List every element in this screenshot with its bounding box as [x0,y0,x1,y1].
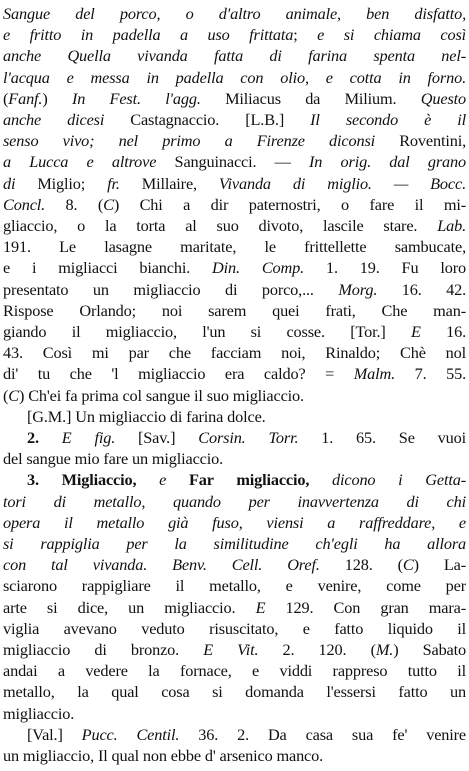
text-line [3,257,466,278]
text-run: ; [293,25,318,45]
italic-text: E [255,597,266,617]
text-run: gliaccio, o la torta al suo divoto, lascile stare. [3,216,438,235]
text-line [3,491,466,512]
text-line [3,406,466,427]
italic-text: Vivanda di miglio. — Bocc. [218,173,466,193]
text-line [3,448,466,469]
text-line [3,363,466,384]
italic-text: Concl. [3,194,46,214]
text-run: sciarono rappigliare il metallo, e venire, come per [3,576,466,596]
text-line [3,469,466,490]
text-run: 191. Le lasagne maritate, le frittellette sambucate, [3,237,466,257]
italic-text: Sangue del porco, o d'altro animale, ben disfatto, [3,4,466,23]
text-line [3,3,466,24]
text-run: ( [3,385,9,405]
text-run: ) Ch'ei fa prima col sangue il suo migliaccio. [19,385,304,405]
text-run: andai a vedere la fornace, e viddi rappreso tutto il [3,661,466,681]
italic-text: M. [375,640,394,659]
text-run: 43. Così mi par che facciam noi, Rinaldo; Chè nol [3,343,466,363]
text-line [3,554,466,575]
italic-text: Pucc. Centil. [81,724,180,744]
italic-text: opera il metallo già fuso, viensi a raffreddare, e [3,512,466,532]
text-run: metallo, la qual cosa si domanda l'essersi fatto un [3,682,466,702]
text-line [3,173,466,194]
text-run: viglia avevano veduto risuscitato, e fatto liquido il [3,618,466,638]
text-run: 129. Con gran mara- [265,597,466,617]
text-line [3,660,466,681]
text-run: 16. 42. [377,279,466,299]
italic-text: di [3,173,16,193]
text-line [3,745,466,766]
text-line [3,109,466,130]
text-run: Sanguinacci. — [156,152,310,172]
text-run: 2. 120. ( [258,640,376,659]
text-line [3,236,466,257]
italic-text: e fritto in padella a uso frittata [3,25,294,45]
italic-text: In orig. dal grano [309,152,466,172]
text-line [3,300,466,321]
italic-text: E fig. [61,428,116,447]
text-line [3,342,466,363]
italic-text: dicono i Getta- [332,470,466,490]
text-line [3,24,466,45]
text-run: del sangue mio fare un migliaccio. [3,449,224,469]
text-run: 7. 55. [395,364,466,384]
text-line [3,279,466,300]
text-run: Miglio; [15,173,108,193]
text-run: 1. 65. Se vuoi [298,428,466,447]
italic-text: con tal vivanda. Benv. Cell. Oref. [3,555,320,575]
text-line [3,194,466,215]
italic-text: Malm. [353,364,396,384]
text-line [3,45,466,66]
text-line [3,512,466,533]
text-run: ) [42,88,72,108]
text-run: arte si dice, un migliaccio. [3,597,256,617]
text-run: presentato un migliaccio di porco,... [3,279,339,299]
text-line [3,575,466,596]
dictionary-page [3,1,466,769]
italic-text: E Vit. [203,640,259,659]
text-run: 1. 19. Fu loro [304,258,466,278]
italic-text: fr. [107,173,120,193]
text-run: 36. 2. Da casa sua fe' venire [179,724,466,744]
italic-text: C [8,385,19,405]
italic-text: e si chiama così [317,25,466,45]
italic-text: C [103,194,114,214]
text-line [3,151,466,172]
text-line [3,597,466,618]
text-run: giando il migliaccio, l'un si cosse. [Tor.] [3,322,411,341]
text-run: Castagnaccio. [L.B.] [104,110,311,129]
text-line [3,88,466,109]
italic-text: senso vivo; nel primo a Firenze diconsi [3,131,376,151]
text-line [3,427,466,448]
bold-text: 3. Migliaccio, [27,470,160,490]
text-line [3,130,466,151]
text-run: Roventini, [375,131,466,151]
italic-text: In Fest. l'agg. [71,88,201,108]
italic-text: e [159,470,167,490]
text-run: migliaccio di bronzo. [3,640,204,659]
text-line [3,385,466,406]
italic-text: Corsin. Torr. [198,428,299,447]
text-line [3,533,466,554]
text-run: 128. ( [319,555,403,575]
italic-text: l'acqua e messa in padella con olio, e cotta in forno. [3,67,466,87]
italic-text: Morg. [338,279,378,299]
text-line [3,67,466,88]
text-run: di' tu che 'l migliaccio era caldo? = [3,364,354,384]
italic-text: Din. Comp. [212,258,305,278]
text-line [3,639,466,660]
text-line [3,215,466,236]
italic-text: Questo [420,88,466,108]
text-run: [Sav.] [115,428,199,447]
text-run: [Val.] [27,724,82,744]
italic-text: Fanf. [8,88,43,108]
text-run: e i migliacci bianchi. [3,258,213,278]
text-run: Millaire, [119,173,219,193]
italic-text: si rappiglia per la similitudine ch'egli ha allora [3,534,466,553]
italic-text: Il secondo è il [310,110,466,129]
text-run: un migliaccio, Il qual non ebbe d' arsenico manco. [3,746,324,765]
text-line [3,724,466,745]
text-run: ) La- [413,555,466,575]
text-run: 16. [420,322,466,341]
text-run: ) Chi a dir paternostri, o fare il mi- [113,194,466,214]
text-run: 8. ( [45,194,104,214]
text-run: migliaccio. [3,703,75,723]
text-run: Rispose Orlando; noi sarem quei frati, Che man- [3,300,466,320]
text-line [3,703,466,724]
text-run: [G.M.] Un migliaccio di farina dolce. [27,406,266,426]
bold-text: Far migliaccio, [166,470,333,490]
italic-text: a Lucca e altrove [3,152,157,172]
text-run: ( [3,88,9,108]
italic-text: anche dicesi [3,110,105,129]
italic-text: anche Quella vivanda fatta di farina spenta nel- [3,46,466,66]
italic-text: Lab. [437,216,466,235]
italic-text: tori di metallo, quando per inavvertenza di chi [3,491,466,511]
bold-text: 2. [27,428,62,447]
text-run: Miliacus da Milium. [200,88,421,108]
text-line [3,681,466,702]
italic-text: E [411,322,421,341]
text-run: ) Sabato [393,640,466,659]
text-line [3,321,466,342]
text-line [3,618,466,639]
italic-text: C [402,555,414,575]
